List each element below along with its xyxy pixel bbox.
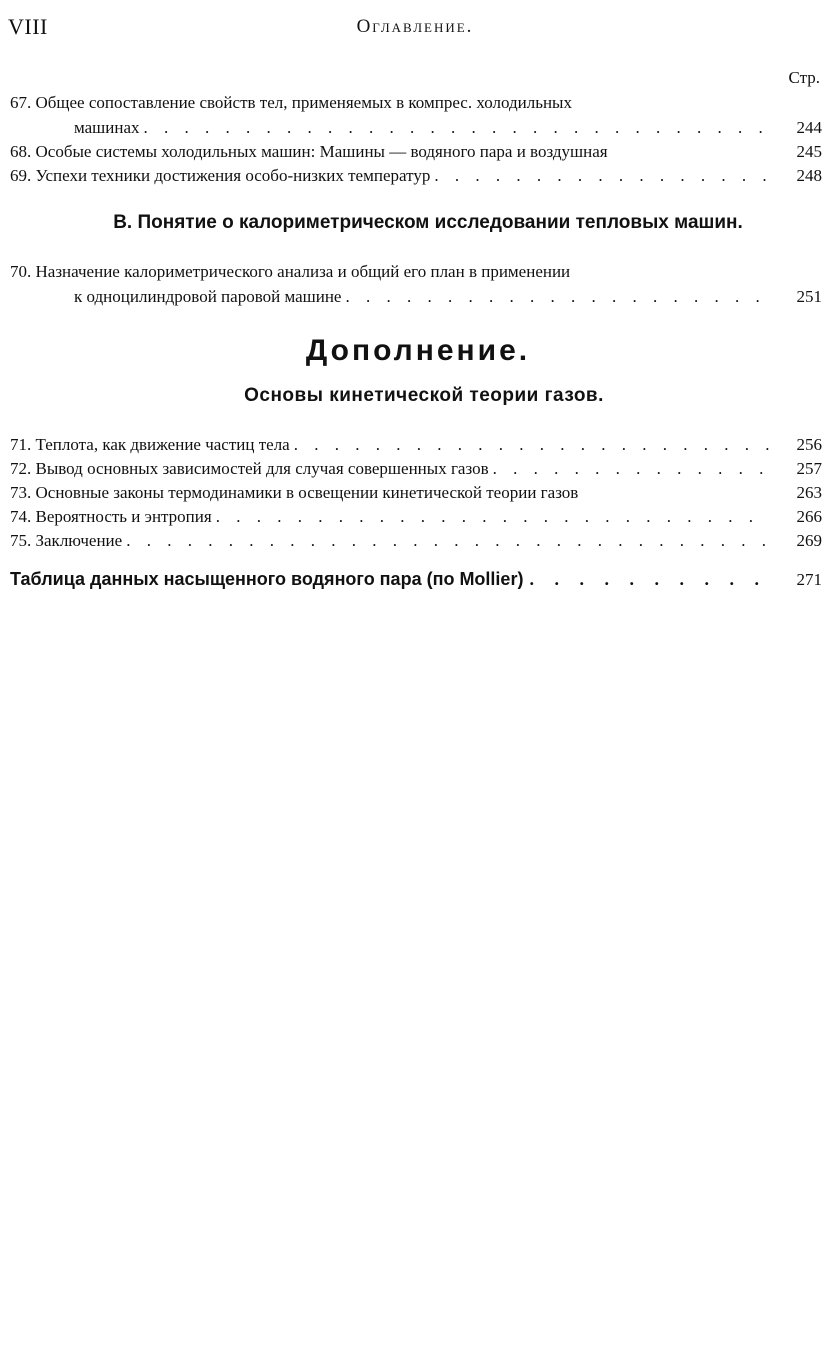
toc-entry-page: 251: [796, 287, 822, 306]
toc-entry-67[interactable]: [10, 90, 822, 140]
toc-entry-line: [10, 504, 822, 529]
toc-entry-71[interactable]: [10, 432, 822, 457]
toc-entry-page: 263: [796, 483, 822, 502]
toc-entry-73[interactable]: [10, 480, 822, 505]
toc-entry-line: [10, 139, 822, 164]
toc-entry-page: 257: [796, 459, 822, 478]
toc-entry-title: 72. Вывод основных зависимостей для случая совершенных газов: [10, 459, 489, 478]
page-folio: VIII: [8, 14, 48, 39]
toc-entry-page: 266: [796, 507, 822, 526]
toc-entry-title: 68. Особые системы холодильных машин: Машины — водяного пара и воздушная: [10, 142, 608, 161]
supplement-subtitle: Основы кинетической теории газов.: [244, 385, 604, 406]
toc-entry-line: [10, 480, 822, 505]
supplement-title: Дополнение.: [305, 334, 531, 367]
toc-entry-line: [10, 90, 822, 115]
page-column-label: Стр.: [788, 68, 820, 87]
toc-entry-title-continued: к одноцилиндровой паровой машине: [74, 287, 342, 306]
toc-entry-line: [10, 284, 822, 309]
toc-entry-line: [10, 259, 822, 284]
toc-entry-page: 248: [796, 166, 822, 185]
toc-entry-title-continued: машинах: [74, 118, 140, 137]
dot-leader: [345, 284, 770, 309]
dot-leader: [434, 163, 770, 188]
dot-leader: [144, 115, 770, 140]
toc-entry-title: 69. Успехи техники достижения особо-низких температур: [10, 166, 431, 185]
toc-entry-page: 271: [796, 570, 822, 589]
toc-entry-line: [10, 115, 822, 140]
toc-entry-title: 67. Общее сопоставление свойств тел, применяемых в компрес. холодильных: [10, 93, 572, 112]
dot-leader: [126, 528, 770, 553]
toc-entry-68[interactable]: [10, 139, 822, 164]
dot-leader: [216, 504, 770, 529]
toc-entry-steam-table[interactable]: [10, 569, 822, 590]
running-title: Оглавление.: [356, 16, 474, 37]
toc-entry-title: 75. Заключение: [10, 531, 123, 550]
dot-leader: [529, 569, 768, 590]
toc-entry-line: [10, 163, 822, 188]
toc-entry-page: 269: [796, 531, 822, 550]
toc-entry-title: 71. Теплота, как движение частиц тела: [10, 435, 290, 454]
toc-entry-line: [10, 456, 822, 481]
dot-leader: [493, 456, 770, 481]
toc-entry-69[interactable]: [10, 163, 822, 188]
toc-entry-page: 244: [796, 118, 822, 137]
toc-entry-page: 256: [796, 435, 822, 454]
toc-entry-title: Таблица данных насыщенного водяного пара (по Mollier): [10, 569, 524, 589]
dot-leader: [294, 432, 770, 457]
toc-entry-title: 74. Вероятность и энтропия: [10, 507, 212, 526]
toc-entry-70[interactable]: [10, 259, 822, 309]
toc-entry-74[interactable]: [10, 504, 822, 529]
running-head: [8, 14, 822, 44]
toc-entry-72[interactable]: [10, 456, 822, 481]
toc-entry-title: 73. Основные законы термодинамики в освещении кинетической теории газов: [10, 483, 579, 502]
toc-entry-page: 245: [796, 142, 822, 161]
toc-entry-75[interactable]: [10, 528, 822, 553]
toc-entry-line: [10, 432, 822, 457]
section-heading-b: В. Понятие о калориметрическом исследовании тепловых машин.: [113, 212, 743, 233]
toc-entry-line: [10, 528, 822, 553]
toc-entry-title: 70. Назначение калориметрического анализа и общий его план в применении: [10, 262, 571, 281]
